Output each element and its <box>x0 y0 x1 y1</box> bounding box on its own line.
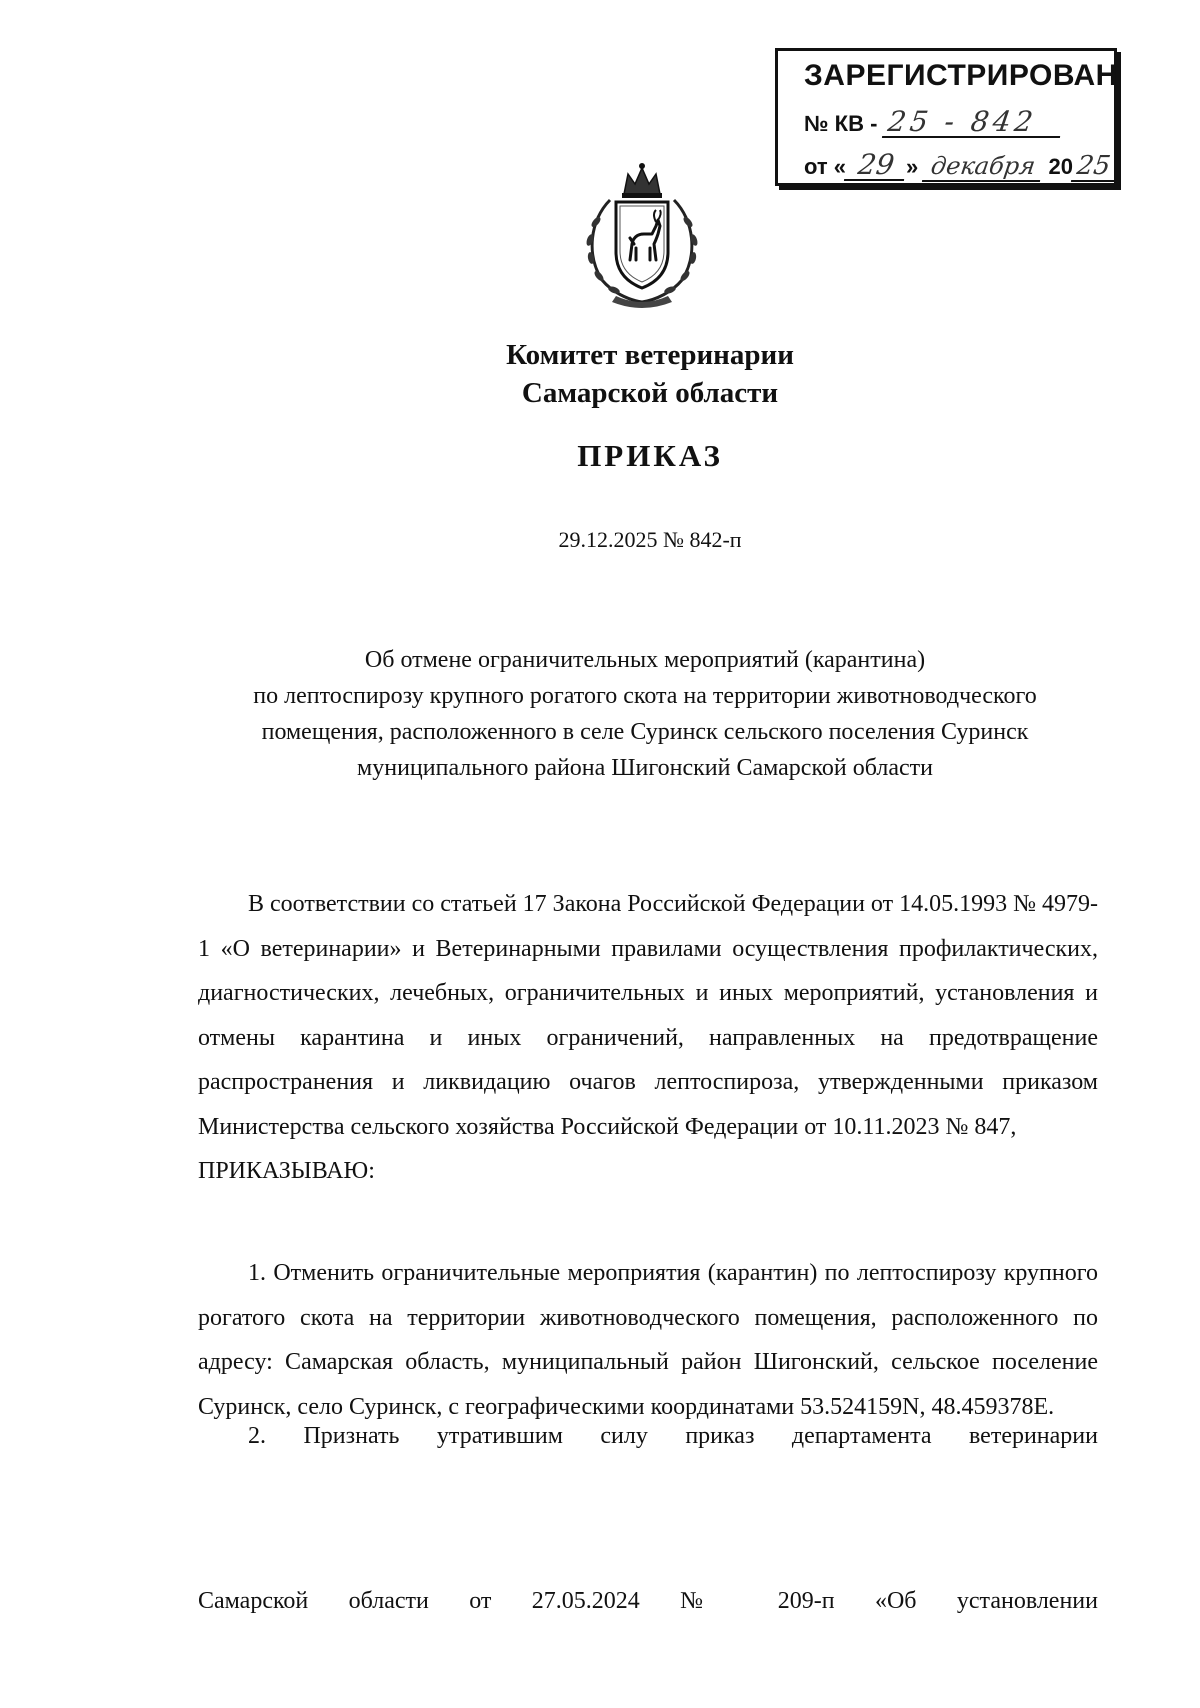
order-item-2-line-1: 2. Признать утратившим силу приказ департамента ветеринарии <box>248 1423 1098 1449</box>
subject-line: по лептоспирозу крупного рогатого скота на территории животноводческого <box>253 683 1037 709</box>
subject-line: помещения, расположенного в селе Суринск сельского поселения Суринск <box>261 719 1029 745</box>
stamp-month-handwritten: декабря <box>922 152 1044 182</box>
order-subject <box>190 642 1100 786</box>
order-item-1: 1. Отменить ограничительные мероприятия (карантин) по лептоспирозу крупного рогатого скота на территории животноводческого помещения, расположенного по адресу: Самарская область, муниципальный район Шигонский, сельское поселение Суринск, село Суринск, с географическими координатами 53.524159N, 48.459378E. <box>198 1260 1098 1420</box>
order-word: ПРИКАЗЫВАЮ: <box>198 1158 375 1184</box>
stamp-title: ЗАРЕГИСТРИРОВАН <box>804 59 1118 92</box>
order-item-2-line-2: Самарской области от 27.05.2024 № 209-п «Об установлении <box>198 1588 1098 1614</box>
stamp-number-row <box>804 105 1062 138</box>
preamble-block <box>198 882 1098 1194</box>
preamble-paragraph: В соответствии со статьей 17 Закона Российской Федерации от 14.05.1993 № 4979-1 «О ветеринарии» и Ветеринарными правилами осуществления профилактических, диагностических, лечебных, ограничительных и иных мероприятий, установления и отмены карантина и иных ограничений, направленных на предотвращение распространения и ликвидацию очагов лептоспироза, утвержденными приказом Министерства сельского хозяйства Российской Федерации от 10.11.2023 № 847, <box>198 891 1098 1140</box>
org-line-2: Самарской области <box>521 377 779 409</box>
org-line-1: Комитет ветеринарии <box>506 339 794 371</box>
stamp-year-prefix: 20 <box>1048 154 1073 179</box>
stamp-date-row <box>804 148 1121 182</box>
stamp-number-handwritten: 25 - 842 <box>881 108 1063 138</box>
date-and-number: 29.12.2025 № 842-п <box>558 527 742 552</box>
stamp-date-prefix: от « <box>804 154 847 179</box>
stamp-day-handwritten: 29 <box>844 151 908 181</box>
stamp-year-handwritten: 25 <box>1071 152 1123 182</box>
stamp-number-prefix: № КВ - <box>804 111 878 136</box>
item-1-block <box>198 1251 1098 1429</box>
document-type: ПРИКАЗ <box>577 438 723 473</box>
subject-line: муниципального района Шигонский Самарской области <box>357 755 933 781</box>
organization-name <box>0 336 1200 412</box>
registration-stamp <box>775 48 1117 186</box>
stamp-day-close: » <box>906 154 919 179</box>
samara-coat-of-arms-icon <box>572 160 712 310</box>
item-2-block <box>198 1414 1098 1459</box>
subject-line: Об отмене ограничительных мероприятий (карантина) <box>364 647 926 673</box>
item-2-continuation <box>198 1579 1098 1624</box>
